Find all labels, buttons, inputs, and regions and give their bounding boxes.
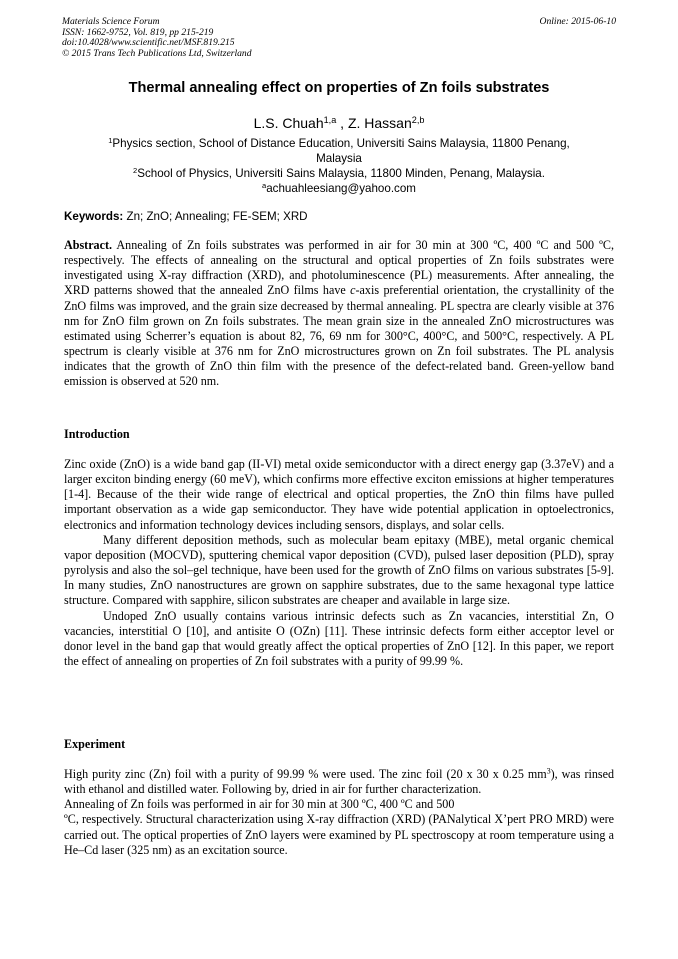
- keywords-label: Keywords:: [64, 210, 124, 223]
- intro-paragraph-2: Many different deposition methods, such as molecular beam epitaxy (MBE), metal organic chemical vapor deposition (MOCVD), sputtering chemical vapor deposition (CVD), pulsed laser deposition (PLD), spray pyrolysis and also the sol–gel technique, have been used for the growth of ZnO films on various substrates [5-9]. In many studies, ZnO nanostructures are grown on sapphire substrates, due to the same hexagonal type lattice structure. Compared with sapphire, silicon substrates are cheaper and available in large size.: [64, 532, 614, 608]
- issn-line: ISSN: 1662-9752, Vol. 819, pp 215-219: [62, 26, 214, 38]
- intro-paragraph-1: Zinc oxide (ZnO) is a wide band gap (II-VI) metal oxide semiconductor with a direct energy gap (3.37eV) and a larger exciton binding energy (60 meV), which confirms more effective exciton emissions at higher temperatures [1-4]. Because of the their wide range of electrical and optical properties, the ZnO thin films have pulled important observation as a wide gap semiconductor. They have wide potential application in optoelectronics, electronics and information technology devices including sensors, displays, and solar cells.: [64, 457, 614, 532]
- affiliation-number: 1: [108, 135, 113, 145]
- doi-line: doi:10.4028/www.scientific.net/MSF.819.215: [62, 37, 235, 49]
- affiliations: [86, 136, 592, 196]
- email-text: achuahleesiang@yahoo.com: [266, 182, 416, 195]
- keywords-text: Zn; ZnO; Annealing; FE-SEM; XRD: [123, 210, 308, 223]
- affiliation-text: Physics section, School of Distance Education, Universiti Sains Malaysia, 11800 Penang, Malaysia: [112, 137, 570, 165]
- copyright-line: © 2015 Trans Tech Publications Ltd, Switzerland: [62, 47, 252, 59]
- journal-header: [62, 17, 616, 59]
- keywords-line: [64, 209, 616, 224]
- author-list: [62, 115, 616, 131]
- author-email: [86, 181, 592, 196]
- experiment-body: [64, 767, 614, 858]
- abstract-paragraph: [64, 238, 614, 390]
- experiment-paragraph-1: [64, 767, 614, 797]
- author-separator: ,: [336, 115, 348, 131]
- online-date: Online: 2015-06-10: [539, 16, 616, 27]
- abstract-text: -axis preferential orientation, the crystallinity of the ZnO films was improved, and the grain size decreased by thermal annealing. PL spectra are clearly visible at 376 nm for ZnO film grown on Zn foils substrates. The mean grain size in the annealed ZnO microstructures was estimated using Scherrer’s equation is about 82, 76, 69 nm for 300°C, 400°C, and 500°C, respectively. A PL spectrum is clearly visible at 376 nm for ZnO microstructures grown on Zn foil substrates. The PL analysis indicates that the growth of ZnO thin film with the presence of the defect-related band. Green-yellow band emission is observed at 520 nm.: [64, 283, 615, 389]
- introduction-heading: Introduction: [64, 427, 130, 441]
- abstract: [64, 238, 614, 390]
- experiment-text: ), was rinsed with ethanol and distilled water. Following by, dried in air for further characterization.: [64, 767, 614, 797]
- paper-title: Thermal annealing effect on properties of Zn foils substrates: [128, 80, 550, 96]
- journal-name: Materials Science Forum: [62, 16, 160, 27]
- affiliation-2: [86, 166, 592, 181]
- abstract-label: Abstract.: [64, 238, 113, 252]
- experiment-paragraph-2: ºC, respectively. Structural characterization using X-ray diffraction (XRD) (PANalytical X’pert PRO MRD) were carried out. The optical properties of ZnO layers were examined by PL spectroscopy at room temperature using a He–Cd laser (325 nm) as an excitation source.: [64, 812, 614, 857]
- email-superscript: a: [262, 180, 267, 190]
- author-superscript: 1,a: [323, 115, 337, 125]
- unit-superscript: 3: [546, 766, 551, 776]
- affiliation-number: 2: [133, 165, 138, 175]
- experiment-annealing-line: Annealing of Zn foils was performed in air for 30 min at 300 ºC, 400 ºC and 500: [64, 797, 455, 812]
- experiment-text: High purity zinc (Zn) foil with a purity of 99.99 % were used. The zinc foil (20 x 30 x 0.25 mm: [64, 767, 547, 781]
- abstract-italic: c: [350, 283, 356, 298]
- experiment-heading: Experiment: [64, 737, 126, 751]
- introduction-body: [64, 457, 614, 669]
- affiliation-text: School of Physics, Universiti Sains Malaysia, 11800 Minden, Penang, Malaysia.: [137, 167, 545, 180]
- intro-paragraph-3: Undoped ZnO usually contains various intrinsic defects such as Zn vacancies, interstitial Zn, O vacancies, interstitial O [10], and antisite O (OZn) [11]. These intrinsic defects form either acceptor level or donor level in the band gap that would greatly affect the optical properties of ZnO [12]. In this paper, we report the effect of annealing on properties of Zn foil substrates with a purity of 99.99 %.: [64, 608, 614, 669]
- author-name: L.S. Chuah: [253, 115, 324, 131]
- abstract-text: Annealing of Zn foils substrates was performed in air for 30 min at 300 ºC, 400 ºC and 500 ºC, respectively. The effects of annealing on the structural and optical properties of Zn foils substrates were investigated using X-ray diffraction (XRD), and photoluminescence (PL) measurements. After annealing, the XRD patterns showed that the annealed ZnO films have: [64, 238, 614, 298]
- affiliation-1: [86, 136, 592, 166]
- author-superscript: 2,b: [411, 115, 425, 125]
- author-name: Z. Hassan: [347, 115, 412, 131]
